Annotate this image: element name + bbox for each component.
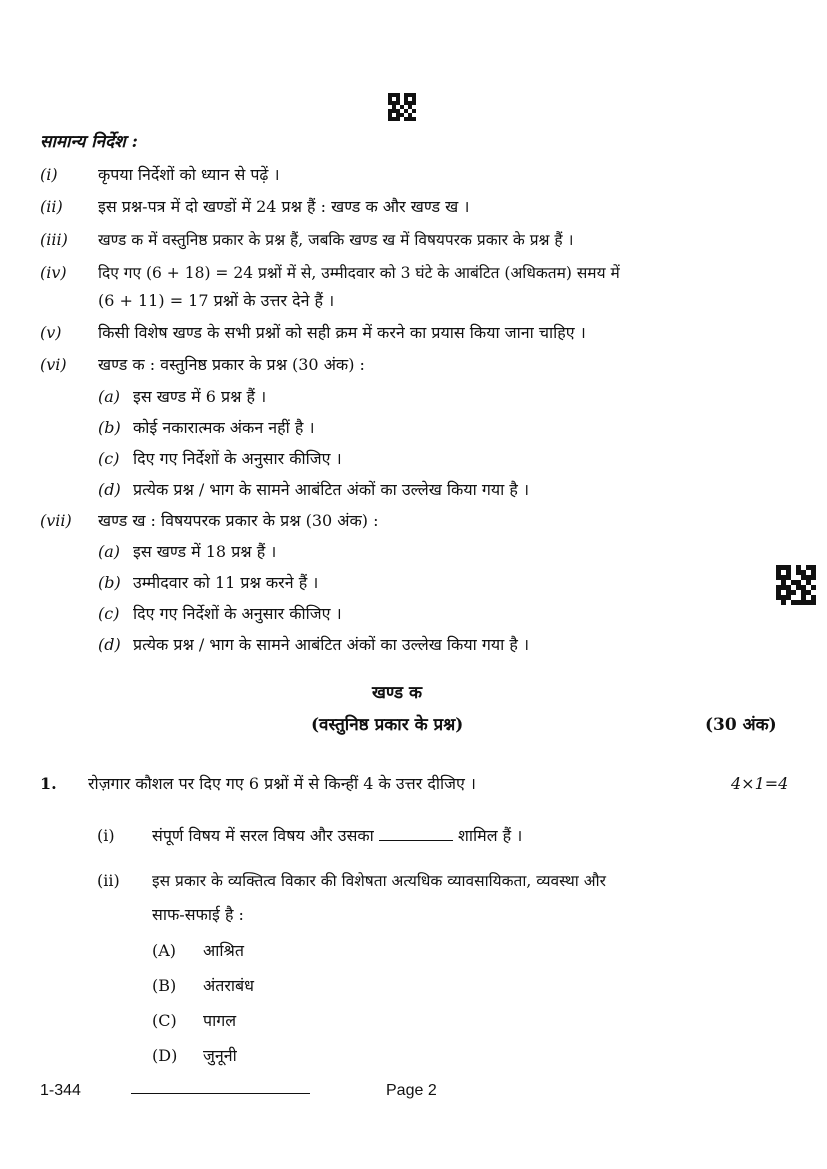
subitem-num: (b) bbox=[98, 418, 121, 437]
section-marks: (30 अंक) bbox=[705, 715, 777, 735]
subitem-text: उम्मीदवार को 11 प्रश्न करने हैं । bbox=[133, 573, 319, 592]
item-text: खण्ड क में वस्तुनिष्ठ प्रकार के प्रश्न हैं, जबकि खण्ड ख में विषयपरक प्रकार के प्रश्न हैं । bbox=[98, 231, 574, 249]
question-text: रोज़गार कौशल पर दिए गए 6 प्रश्नों में से किन्हीं 4 के उत्तर दीजिए । bbox=[88, 774, 476, 793]
item-text-continued: (6 + 11) = 17 प्रश्नों के उत्तर देने हैं । bbox=[98, 291, 335, 310]
paper-code: 1-344 bbox=[40, 1082, 81, 1099]
fill-in-blank bbox=[379, 826, 453, 841]
item-text: खण्ड क : वस्तुनिष्ठ प्रकार के प्रश्न (30 अंक) : bbox=[98, 355, 365, 374]
option-text: अंतराबंध bbox=[203, 976, 255, 995]
subquestion-text-after: शामिल हैं । bbox=[458, 826, 523, 845]
subitem-text: दिए गए निर्देशों के अनुसार कीजिए । bbox=[133, 449, 342, 468]
qr-code-side bbox=[776, 565, 816, 605]
question-number: 1. bbox=[40, 774, 57, 793]
item-text: कृपया निर्देशों को ध्यान से पढ़ें । bbox=[98, 165, 280, 184]
subquestion-num: (ii) bbox=[97, 871, 120, 890]
footer-rule bbox=[131, 1093, 310, 1094]
subquestion-text-continued: साफ-सफाई है : bbox=[152, 905, 244, 924]
option-text: आश्रित bbox=[203, 941, 244, 960]
subquestion-text-before: संपूर्ण विषय में सरल विषय और उसका bbox=[152, 826, 374, 845]
section-subtitle: (वस्तुनिष्ठ प्रकार के प्रश्न) bbox=[311, 715, 464, 735]
question-marks: 4×1=4 bbox=[731, 774, 789, 793]
item-text: खण्ड ख : विषयपरक प्रकार के प्रश्न (30 अंक) : bbox=[98, 511, 379, 530]
subitem-text: इस खण्ड में 18 प्रश्न हैं । bbox=[133, 542, 277, 561]
subitem-num: (c) bbox=[98, 449, 120, 468]
item-num: (ii) bbox=[40, 197, 63, 216]
item-text: दिए गए (6 + 18) = 24 प्रश्नों में से, उम्मीदवार को 3 घंटे के आबंटित (अधिकतम) समय में bbox=[98, 264, 620, 282]
item-num: (iii) bbox=[40, 230, 68, 249]
option-label: (D) bbox=[152, 1046, 178, 1065]
option-label: (C) bbox=[152, 1011, 177, 1030]
subitem-num: (d) bbox=[98, 635, 121, 654]
qr-code-top bbox=[388, 93, 416, 121]
subitem-num: (d) bbox=[98, 480, 121, 499]
item-num: (i) bbox=[40, 165, 58, 184]
item-num: (v) bbox=[40, 323, 62, 342]
subitem-text: दिए गए निर्देशों के अनुसार कीजिए । bbox=[133, 604, 342, 623]
subitem-text: कोई नकारात्मक अंकन नहीं है । bbox=[133, 418, 315, 437]
subquestion-num: (i) bbox=[97, 826, 115, 845]
item-num: (vii) bbox=[40, 511, 72, 530]
page-number: Page 2 bbox=[386, 1082, 437, 1099]
subitem-num: (b) bbox=[98, 573, 121, 592]
section-title: खण्ड क bbox=[372, 683, 423, 703]
option-label: (B) bbox=[152, 976, 177, 995]
item-num: (iv) bbox=[40, 263, 67, 282]
subquestion-text: इस प्रकार के व्यक्तित्व विकार की विशेषता अत्यधिक व्यावसायिकता, व्यवस्था और bbox=[152, 872, 606, 890]
subitem-text: इस खण्ड में 6 प्रश्न हैं । bbox=[133, 387, 267, 406]
subitem-text: प्रत्येक प्रश्न / भाग के सामने आबंटित अंकों का उल्लेख किया गया है । bbox=[133, 635, 530, 654]
subitem-num: (a) bbox=[98, 542, 121, 561]
item-num: (vi) bbox=[40, 355, 67, 374]
item-text: इस प्रश्न-पत्र में दो खण्डों में 24 प्रश्न हैं : खण्ड क और खण्ड ख । bbox=[98, 197, 470, 216]
subitem-num: (a) bbox=[98, 387, 121, 406]
subquestion-text bbox=[152, 825, 522, 847]
item-text: किसी विशेष खण्ड के सभी प्रश्नों को सही क्रम में करने का प्रयास किया जाना चाहिए । bbox=[98, 323, 586, 342]
option-text: पागल bbox=[203, 1011, 237, 1030]
option-label: (A) bbox=[152, 941, 177, 960]
subitem-num: (c) bbox=[98, 604, 120, 623]
subitem-text: प्रत्येक प्रश्न / भाग के सामने आबंटित अंकों का उल्लेख किया गया है । bbox=[133, 480, 530, 499]
instructions-heading: सामान्य निर्देश : bbox=[40, 132, 138, 152]
option-text: जुनूनी bbox=[203, 1046, 237, 1065]
